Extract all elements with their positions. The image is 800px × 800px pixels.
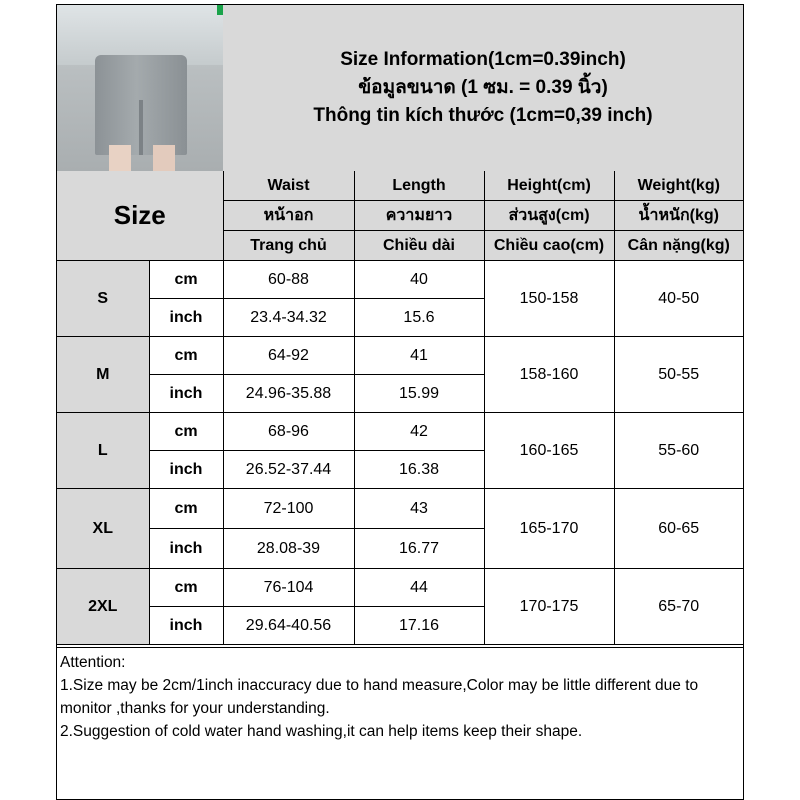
col-length-vi: Chiều dài (354, 231, 484, 261)
waist-inch: 23.4-34.32 (223, 299, 354, 337)
size-chart-sheet (56, 4, 744, 800)
size-label: M (57, 337, 149, 413)
title-thai: ข้อมูลขนาด (1 ซม. = 0.39 นิ้ว) (358, 77, 608, 98)
length-inch: 15.99 (354, 375, 484, 413)
table-row (57, 569, 743, 607)
weight-range: 55-60 (614, 413, 743, 489)
height-range: 170-175 (484, 569, 614, 645)
col-height-th: ส่วนสูง(cm) (484, 201, 614, 231)
col-waist-en: Waist (223, 171, 354, 201)
length-inch: 16.77 (354, 529, 484, 569)
size-header: Size (57, 171, 223, 261)
col-height-en: Height(cm) (484, 171, 614, 201)
waist-cm: 76-104 (223, 569, 354, 607)
size-label: 2XL (57, 569, 149, 645)
unit-inch: inch (149, 299, 223, 337)
size-info-title (223, 5, 743, 172)
table-row (57, 261, 743, 299)
weight-range: 60-65 (614, 489, 743, 569)
waist-inch: 28.08-39 (223, 529, 354, 569)
unit-inch: inch (149, 529, 223, 569)
height-range: 150-158 (484, 261, 614, 337)
size-label: XL (57, 489, 149, 569)
unit-cm: cm (149, 413, 223, 451)
length-inch: 16.38 (354, 451, 484, 489)
attention-notes (57, 647, 743, 746)
height-range: 158-160 (484, 337, 614, 413)
col-weight-th: น้ำหนัก(kg) (614, 201, 743, 231)
col-length-en: Length (354, 171, 484, 201)
col-length-th: ความยาว (354, 201, 484, 231)
waist-inch: 26.52-37.44 (223, 451, 354, 489)
waist-cm: 64-92 (223, 337, 354, 375)
attention-note-1: 1.Size may be 2cm/1inch inaccuracy due to hand measure,Color may be little different due to monitor ,thanks for your understanding. (60, 677, 699, 717)
unit-cm: cm (149, 569, 223, 607)
waist-inch: 24.96-35.88 (223, 375, 354, 413)
unit-inch: inch (149, 607, 223, 645)
waist-inch: 29.64-40.56 (223, 607, 354, 645)
unit-inch: inch (149, 375, 223, 413)
unit-cm: cm (149, 337, 223, 375)
length-cm: 41 (354, 337, 484, 375)
length-cm: 40 (354, 261, 484, 299)
waist-cm: 72-100 (223, 489, 354, 529)
title-vietnamese: Thông tin kích thước (1cm=0,39 inch) (313, 105, 653, 126)
waist-cm: 68-96 (223, 413, 354, 451)
length-cm: 42 (354, 413, 484, 451)
col-waist-th: หน้าอก (223, 201, 354, 231)
size-label: L (57, 413, 149, 489)
size-label: S (57, 261, 149, 337)
waist-cm: 60-88 (223, 261, 354, 299)
unit-inch: inch (149, 451, 223, 489)
product-photo (57, 5, 224, 172)
table-row (57, 489, 743, 529)
table-row (57, 413, 743, 451)
attention-heading: Attention: (60, 654, 126, 671)
size-table (57, 171, 743, 645)
attention-note-2: 2.Suggestion of cold water hand washing,it can help items keep their shape. (60, 723, 583, 740)
length-inch: 17.16 (354, 607, 484, 645)
unit-cm: cm (149, 261, 223, 299)
col-weight-en: Weight(kg) (614, 171, 743, 201)
length-cm: 44 (354, 569, 484, 607)
col-weight-vi: Cân nặng(kg) (614, 231, 743, 261)
length-inch: 15.6 (354, 299, 484, 337)
weight-range: 65-70 (614, 569, 743, 645)
height-range: 160-165 (484, 413, 614, 489)
table-row (57, 337, 743, 375)
col-height-vi: Chiều cao(cm) (484, 231, 614, 261)
length-cm: 43 (354, 489, 484, 529)
weight-range: 50-55 (614, 337, 743, 413)
unit-cm: cm (149, 489, 223, 529)
title-english: Size Information(1cm=0.39inch) (340, 49, 626, 70)
weight-range: 40-50 (614, 261, 743, 337)
height-range: 165-170 (484, 489, 614, 569)
col-waist-vi: Trang chủ (223, 231, 354, 261)
